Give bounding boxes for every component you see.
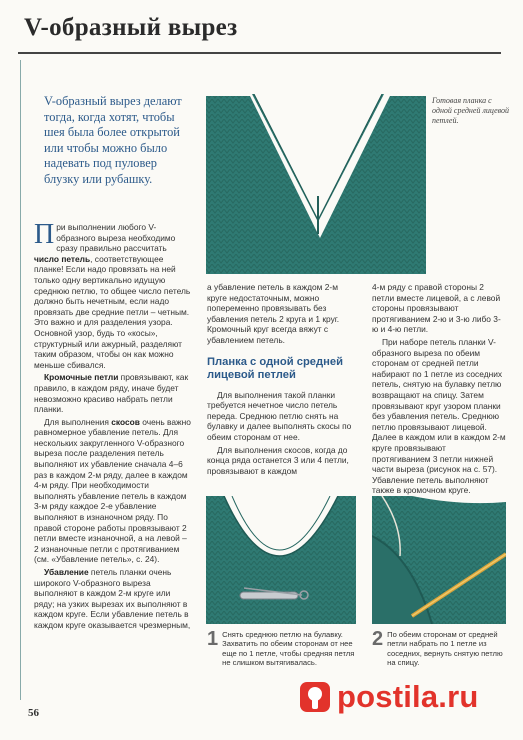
page-title: V-образный вырез <box>24 14 238 41</box>
margin-rule <box>20 60 21 700</box>
step-1-photo <box>206 496 356 624</box>
step-number: 2 <box>372 628 384 650</box>
title-rule <box>18 52 501 54</box>
paragraph-continued: а убавление петель в каждом 2-м круге недостаточным, можно попеременно провязывать без убавления петель 2 круга и 1 круг. Кромочный круг всегда вяжут с убавлением петель. <box>207 282 340 345</box>
paragraph-band: Для выполнения такой планки требуется нечетное число петель переда. Среднюю петлю снять на булавку и далее выполнять скосы по обеим сторонам от нее. <box>207 389 352 442</box>
vneck-photo <box>206 94 426 274</box>
paragraph-band-slopes: Для выполнения скосов, когда до конца ряда останется 3 или 4 петли, провязывают в каждом <box>207 444 349 476</box>
watermark-text: postila.ru <box>337 679 479 714</box>
text-column-3 <box>372 282 506 498</box>
paragraph-decrease: Убавление петель планки очень широкого V-образного выреза выполняют в каждом 2-м круге или ряду; на узких вырезах их выполняют в каждом круге. Если убавление петель в каждом круге оказывается чрезмерным, <box>34 567 191 630</box>
photo-caption: Готовая планка с одной средней лицевой петлей. <box>432 96 509 125</box>
step-number: 1 <box>207 628 219 650</box>
lead-paragraph: V-образный вырез делают тогда, когда хотят, чтобы шея была более открытой или чтобы можно было надевать под пуловер блузку или рубашку. <box>44 94 182 186</box>
drop-cap: П <box>34 219 55 250</box>
step-2-photo <box>372 496 506 624</box>
step-1-caption <box>207 630 359 668</box>
step-2-caption <box>372 630 510 668</box>
paragraph-edge-stitches: Кромочные петли провязывают, как правило, в каждом ряду, иначе будет невозможно красиво набрать петли планки. <box>34 372 189 415</box>
paragraph-rows: 4-м ряду с правой стороны 2 петли вместе лицевой, а с левой стороны провязывают протягиванием 2-ю и 3-ю либо 3-ю и 4-ю петли. <box>372 282 501 335</box>
section-heading: Планка с одной средней лицевой петлей <box>207 355 343 381</box>
step-text: Снять среднюю петлю на булавку. Захватить по обеим сторонам от нее еще по 1 петле, чтобы средняя петля не слишком вытягивалась. <box>222 630 355 668</box>
postila-logo-icon <box>298 680 332 714</box>
text-column-1 <box>34 219 192 633</box>
intro-paragraph: При выполнении любого V-образного выреза необходимо сразу правильно рассчитать число петель, соответствующее планке! Если надо провязать на ней только одну вертикально идущую среднюю петлю, то общее число петель должно быть нечетным, если надо провязать две средние петли – четным. Это важно и для разделения узора. Основной узор, будь то «косы», структурный или ажурный, разделяют таким образом, чтобы он как можно меньше сбивался. <box>34 219 191 370</box>
page-number: 56 <box>28 707 39 719</box>
watermark <box>298 679 479 715</box>
step-text: По обеим сторонам от средней петли набрать по 1 петле из соседних, вернуть снятую петлю на спицу. <box>387 630 503 668</box>
text-column-2 <box>207 282 357 478</box>
paragraph-pickup: При наборе петель планки V-образного выреза по обеим сторонам от средней петли набирают по 1 петле из соседних петель, снятую на булавку петлю возвращают на спицу. Затем провязывают круг узором планки без убавления петель. Среднюю петлю провязывают лицевой. Далее в каждом или в каждом 2-м круге провязывают протягиванием 3 петли нижней части выреза (рисунок на с. 57). Убавление петель выполняют также в кромочном круге. <box>372 336 506 496</box>
paragraph-slopes: Для выполнения скосов очень важно равномерное убавление петель. Для нескольких закругленного V-образного выреза после разделения петель выполняют их убавление сначала 4–6 раз в каждом 2-м ряду, далее в каждом 4-м ряду. При необходимости выполнять убавление петель в каждом 3-м ряду каждое 2-е убавление выполняют в изнаночном ряду. По правой стороне работы провязывают 2 петли вместе изнаночной, а на левой – 2 изнаночные петли с протягиванием (см. «Убавление петель», с. 24). <box>34 416 191 565</box>
